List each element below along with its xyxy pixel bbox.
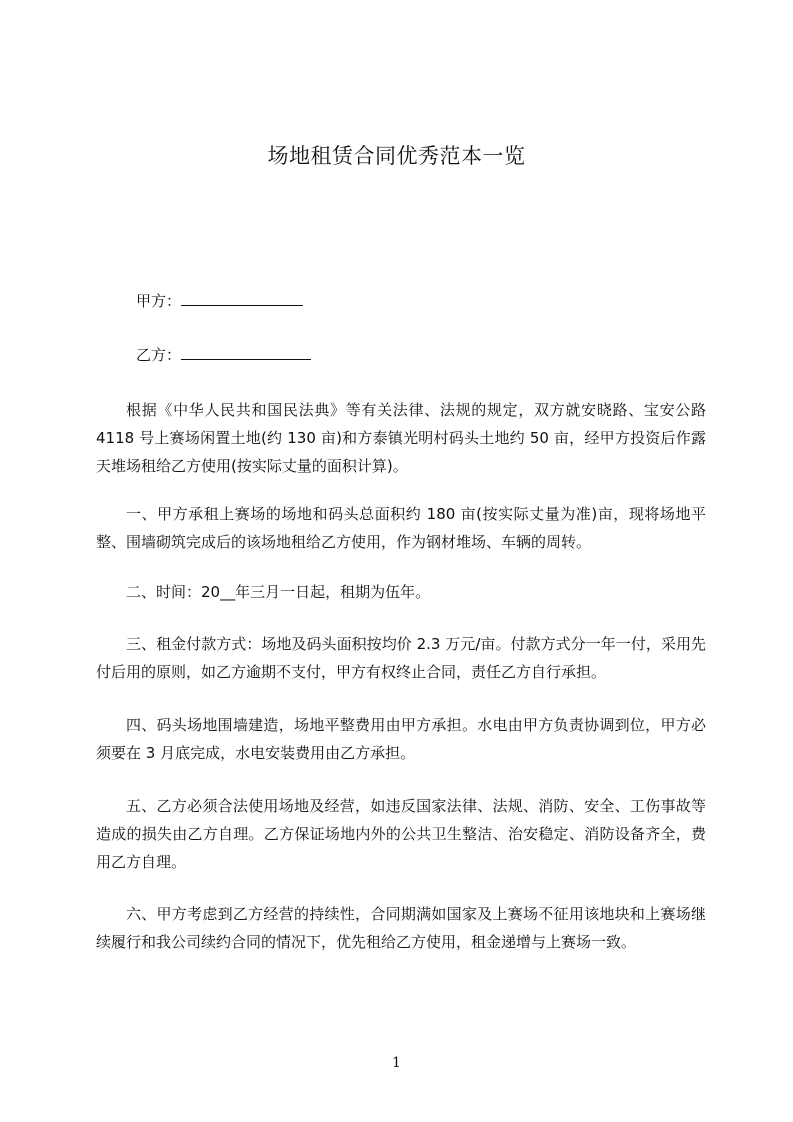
clause-4: 四、码头场地围墙建造，场地平整费用由甲方承担。水电由甲方负责协调到位，甲方必须要在 3 月底完成，水电安装费用由乙方承担。 bbox=[96, 716, 706, 762]
party-b-blank bbox=[181, 345, 311, 360]
party-b-label: 乙方： bbox=[136, 346, 182, 364]
clause-1: 一、甲方承租上赛场的场地和码头总面积约 180 亩(按实际丈量为准)亩，现将场地平整、围墙砌筑完成后的该场地租给乙方使用，作为钢材堆场、车辆的周转。 bbox=[96, 505, 706, 551]
intro-paragraph: 根据《中华人民共和国民法典》等有关法律、法规的规定，双方就安晓路、宝安公路 4118 号上赛场闲置土地(约 130 亩)和方泰镇光明村码头土地约 50 亩，经甲方投资后作露天堆场租给乙方使用(按实际丈量的面积计算)。 bbox=[96, 401, 706, 475]
party-a-line bbox=[136, 291, 303, 311]
clause-5: 五、乙方必须合法使用场地及经营，如违反国家法律、法规、消防、安全、工伤事故等造成的损失由乙方自理。乙方保证场地内外的公共卫生整洁、治安稳定、消防设备齐全，费用乙方自理。 bbox=[96, 797, 706, 871]
party-b-line bbox=[136, 345, 311, 365]
party-a-label: 甲方： bbox=[136, 292, 182, 310]
clause-6: 六、甲方考虑到乙方经营的持续性，合同期满如国家及上赛场不征用该地块和上赛场继续履行和我公司续约合同的情况下，优先租给乙方使用，租金递增与上赛场一致。 bbox=[96, 905, 706, 951]
document-title: 场地租赁合同优秀范本一览 bbox=[267, 144, 526, 168]
party-a-blank bbox=[181, 291, 303, 306]
clause-3: 三、租金付款方式：场地及码头面积按均价 2.3 万元/亩。付款方式分一年一付，采用先付后用的原则，如乙方逾期不支付，甲方有权终止合同，责任乙方自行承担。 bbox=[96, 635, 706, 681]
page-number: 1 bbox=[392, 1055, 401, 1071]
clause-2: 二、时间：20__年三月一日起，租期为伍年。 bbox=[126, 583, 431, 601]
